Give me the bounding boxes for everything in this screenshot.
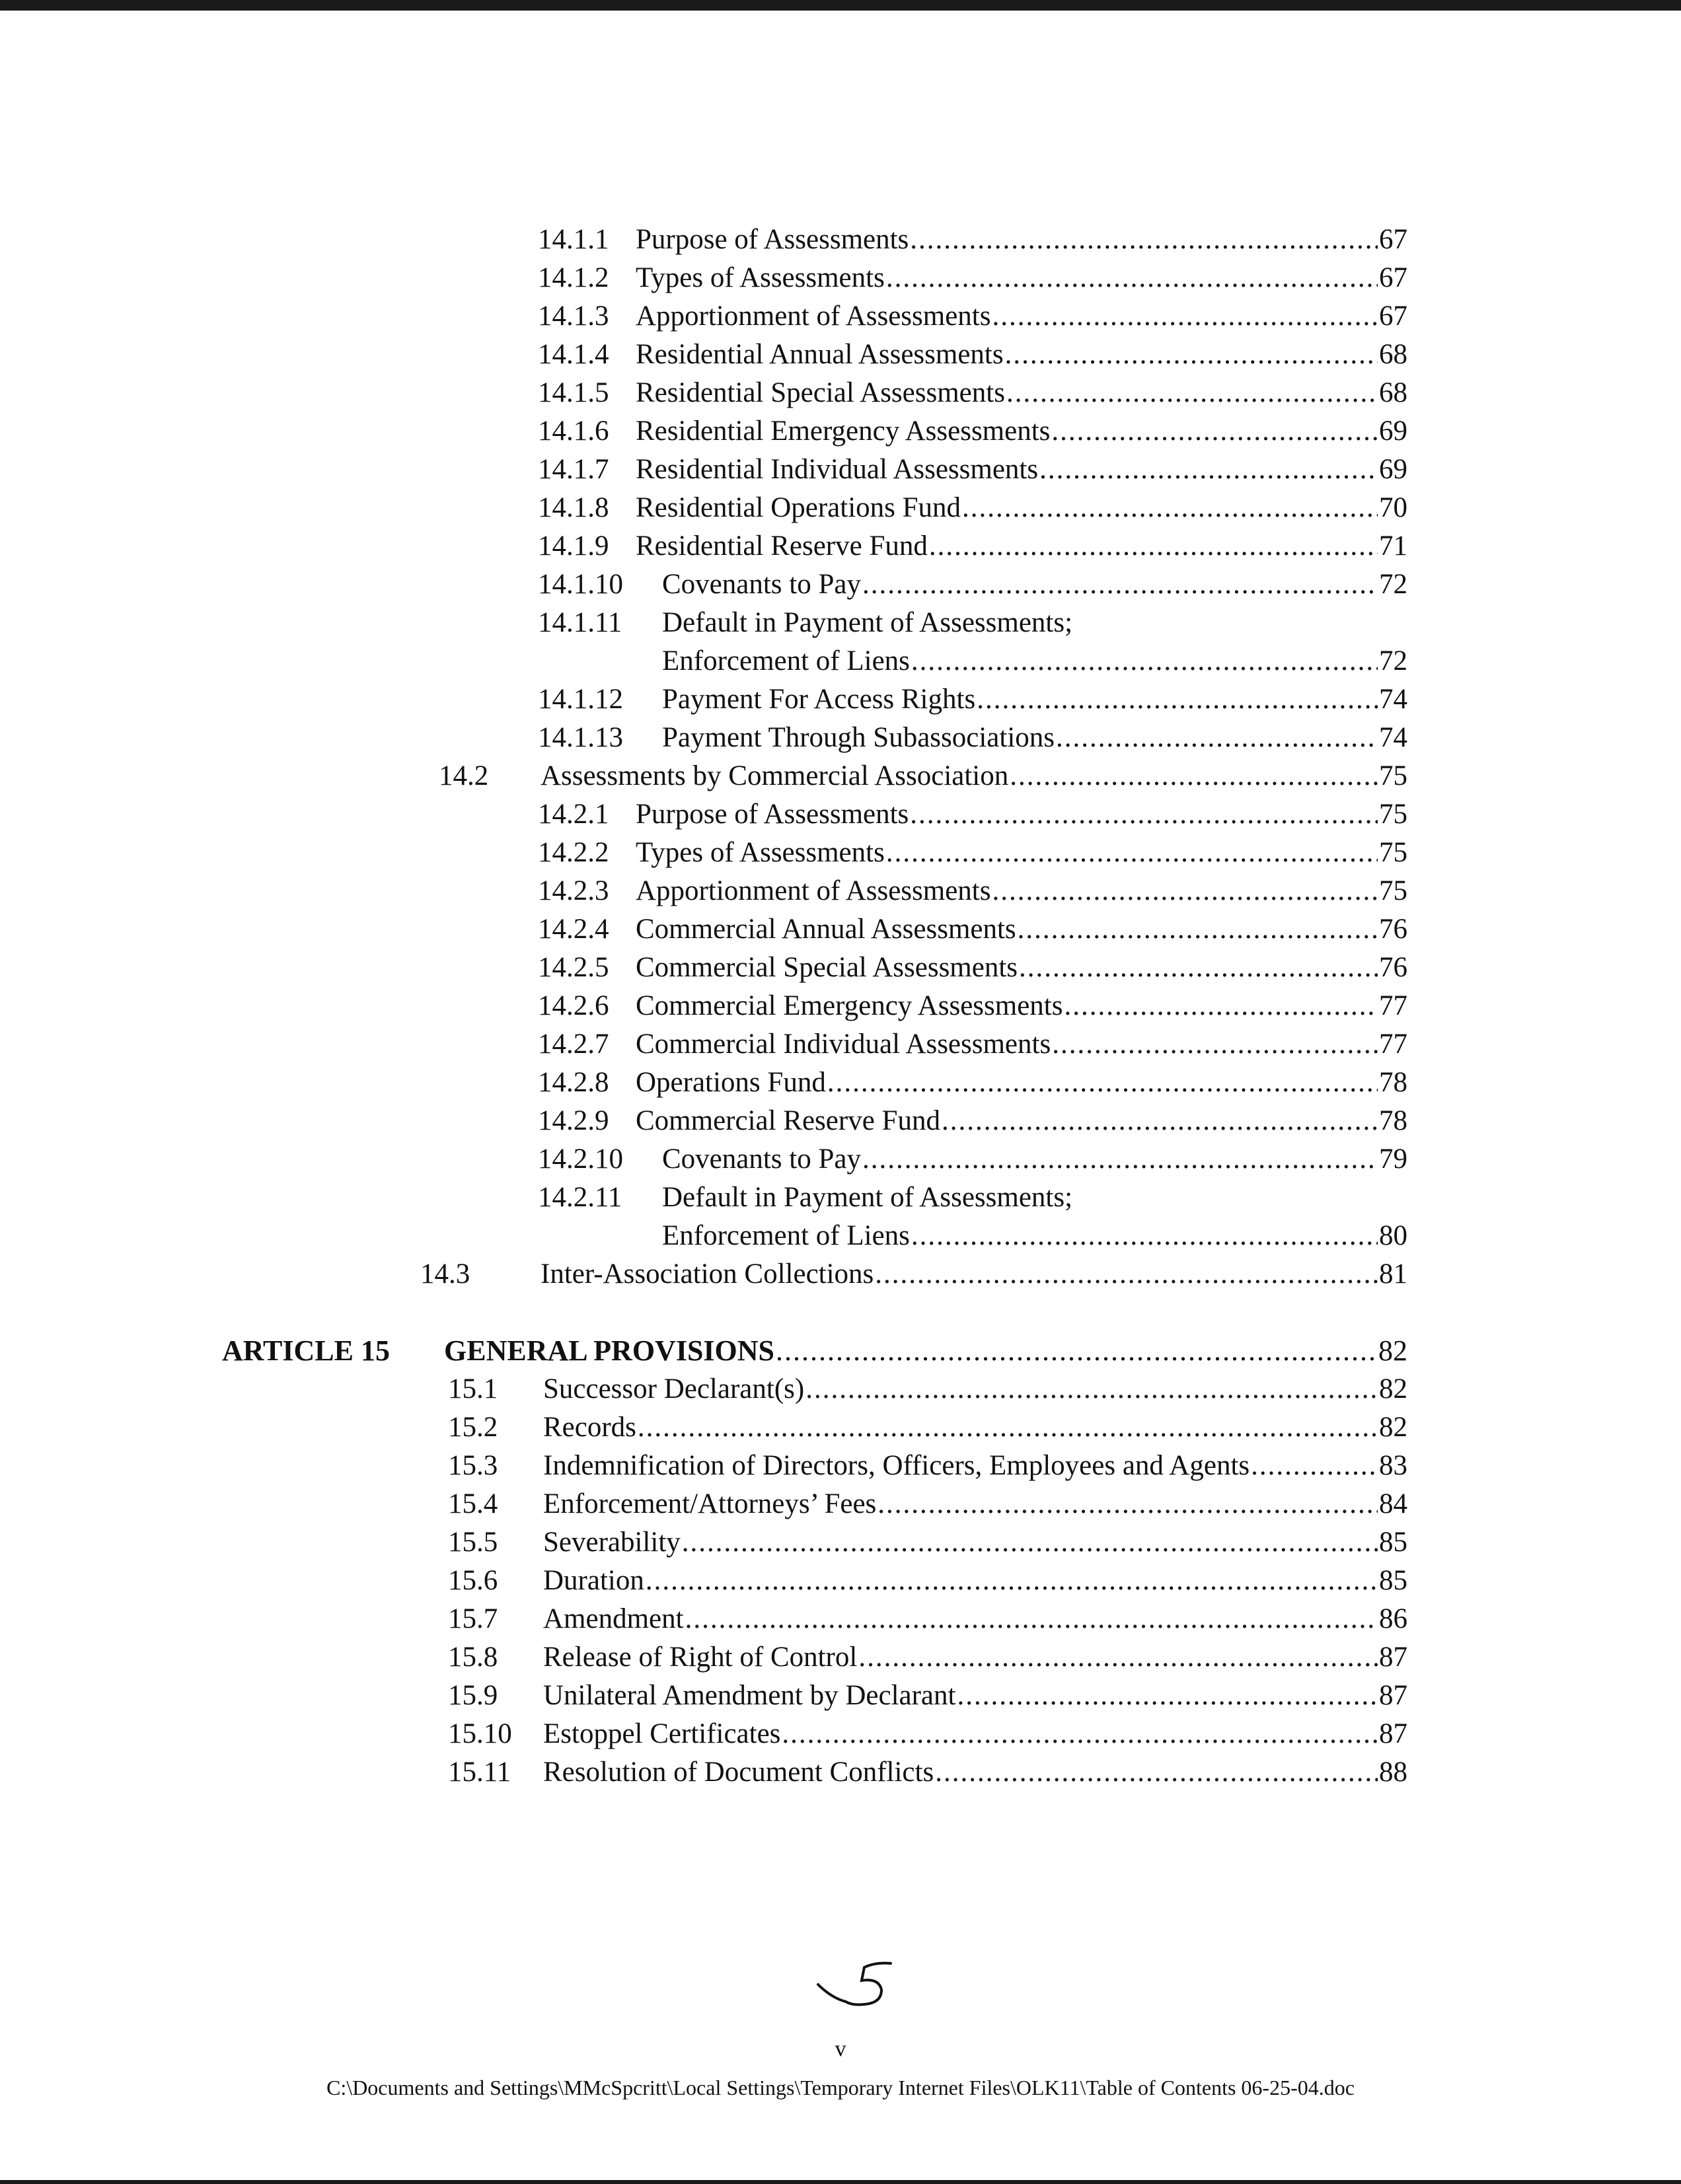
toc-dot-leader bbox=[862, 566, 1378, 603]
scan-edge-bottom bbox=[0, 2180, 1681, 2184]
toc-entry-number: 15.6 bbox=[448, 1565, 498, 1596]
toc-dot-leader bbox=[992, 298, 1378, 335]
toc-entry-title: Commercial Annual Assessments bbox=[636, 914, 1016, 945]
toc-entry-number: 14.3 bbox=[420, 1258, 470, 1290]
toc-entry-row bbox=[0, 375, 1681, 412]
toc-entry-title: Residential Individual Assessments bbox=[636, 454, 1039, 485]
toc-page-number: 75 bbox=[1379, 837, 1407, 868]
toc-entry-title: Enforcement of Liens bbox=[662, 1220, 910, 1251]
toc-entry-title: Residential Annual Assessments bbox=[636, 339, 1004, 370]
toc-entry-title: Types of Assessments bbox=[636, 837, 885, 868]
toc-dot-leader bbox=[1010, 758, 1378, 795]
toc-entry-title: Records bbox=[543, 1412, 636, 1443]
toc-page-number: 79 bbox=[1379, 1144, 1407, 1175]
toc-entry-title: Residential Emergency Assessments bbox=[636, 416, 1051, 447]
toc-dot-leader bbox=[1039, 451, 1378, 488]
toc-entry-row bbox=[0, 1601, 1681, 1638]
toc-entry-title: Purpose of Assessments bbox=[636, 224, 909, 255]
toc-entry-row bbox=[0, 604, 1681, 641]
toc-entry-row bbox=[0, 681, 1681, 718]
toc-page-number: 82 bbox=[1379, 1373, 1407, 1404]
toc-entry-title: Commercial Emergency Assessments bbox=[636, 990, 1063, 1021]
toc-entry-row bbox=[0, 1371, 1681, 1408]
toc-entry-number: 15.7 bbox=[448, 1603, 498, 1634]
toc-page-number: 67 bbox=[1379, 301, 1407, 332]
handwritten-page-mark bbox=[813, 1955, 912, 2018]
toc-page-number: 87 bbox=[1379, 1680, 1407, 1711]
toc-entry-number: 15.1 bbox=[448, 1373, 498, 1404]
toc-page-number: 78 bbox=[1379, 1067, 1407, 1098]
toc-page-number: 69 bbox=[1379, 454, 1407, 485]
toc-entry-row bbox=[0, 1256, 1681, 1293]
toc-entry-number: ARTICLE 15 bbox=[222, 1334, 390, 1367]
toc-entry-number: 14.1.5 bbox=[538, 377, 609, 408]
toc-entry-title: Indemnification of Directors, Officers, Employees and Agents bbox=[543, 1450, 1250, 1481]
toc-dot-leader bbox=[858, 1639, 1378, 1676]
toc-entry-number: 14.2.6 bbox=[538, 990, 609, 1021]
toc-dot-leader bbox=[1051, 413, 1378, 450]
toc-page-number: 86 bbox=[1379, 1603, 1407, 1634]
toc-entry-row bbox=[0, 834, 1681, 871]
toc-entry-number: 15.11 bbox=[448, 1757, 511, 1788]
toc-entry-number: 14.1.8 bbox=[538, 492, 609, 523]
toc-entry-number: 15.2 bbox=[448, 1412, 498, 1443]
toc-dot-leader bbox=[929, 528, 1378, 565]
toc-entry-row bbox=[0, 490, 1681, 527]
toc-entry-number: 15.4 bbox=[448, 1488, 498, 1519]
toc-entry-title: Severability bbox=[543, 1527, 681, 1558]
toc-entry-number: 15.9 bbox=[448, 1680, 498, 1711]
toc-entry-title: Enforcement of Liens bbox=[662, 645, 910, 676]
toc-entry-number: 15.8 bbox=[448, 1642, 498, 1673]
toc-page-number: 84 bbox=[1379, 1488, 1407, 1519]
toc-dot-leader bbox=[875, 1256, 1378, 1293]
toc-entry-number: 14.1.4 bbox=[538, 339, 609, 370]
toc-entry-title: Duration bbox=[543, 1565, 644, 1596]
toc-page-number: 67 bbox=[1379, 262, 1407, 293]
toc-entry-number: 14.1.2 bbox=[538, 262, 609, 293]
toc-entry-row bbox=[0, 1754, 1681, 1791]
toc-entry-row bbox=[0, 1486, 1681, 1523]
toc-entry-number: 14.2.1 bbox=[538, 799, 609, 830]
toc-entry-row bbox=[0, 911, 1681, 948]
toc-page-number: 85 bbox=[1379, 1565, 1407, 1596]
toc-entry-title: Commercial Individual Assessments bbox=[636, 1029, 1051, 1060]
toc-entry-row bbox=[0, 1064, 1681, 1101]
toc-page-number: 81 bbox=[1379, 1258, 1407, 1290]
toc-entry-row bbox=[0, 758, 1681, 795]
toc-dot-leader bbox=[646, 1562, 1378, 1599]
toc-page-number: 80 bbox=[1379, 1220, 1407, 1251]
toc-entry-row bbox=[0, 413, 1681, 450]
toc-entry-number: 15.3 bbox=[448, 1450, 498, 1481]
toc-entry-title: Residential Special Assessments bbox=[636, 377, 1005, 408]
toc-dot-leader bbox=[638, 1409, 1378, 1446]
toc-page-number: 77 bbox=[1379, 990, 1407, 1021]
toc-entry-number: 14.2.9 bbox=[538, 1105, 609, 1136]
toc-entry-number: 14.1.9 bbox=[538, 530, 609, 562]
footer-file-path: C:\Documents and Settings\MMcSpcritt\Local Settings\Temporary Internet Files\OLK11\Table of Contents 06-25-04.doc bbox=[326, 2076, 1355, 2099]
toc-entry-title: Successor Declarant(s) bbox=[543, 1373, 805, 1404]
toc-entry-title: Default in Payment of Assessments; bbox=[662, 607, 1073, 638]
toc-entry-row bbox=[0, 1524, 1681, 1561]
toc-page-number: 70 bbox=[1379, 492, 1407, 523]
toc-entry-row bbox=[0, 643, 1681, 680]
toc-entry-row bbox=[0, 1562, 1681, 1599]
toc-entry-row bbox=[0, 1639, 1681, 1676]
toc-dot-leader bbox=[805, 1371, 1378, 1408]
toc-page-number: 82 bbox=[1378, 1334, 1407, 1367]
toc-entry-title: Purpose of Assessments bbox=[636, 799, 909, 830]
toc-entry-number: 14.2.4 bbox=[538, 914, 609, 945]
toc-dot-leader bbox=[1052, 1026, 1378, 1063]
toc-entry-number: 14.2.8 bbox=[538, 1067, 609, 1098]
toc-page-number: 71 bbox=[1379, 530, 1407, 562]
toc-page-number: 83 bbox=[1379, 1450, 1407, 1481]
toc-entry-title: Commercial Reserve Fund bbox=[636, 1105, 940, 1136]
toc-page-number: 72 bbox=[1379, 645, 1407, 676]
toc-entry-row bbox=[0, 719, 1681, 756]
toc-entry-row bbox=[0, 528, 1681, 565]
toc-entry-row bbox=[0, 566, 1681, 603]
toc-page-number: 76 bbox=[1379, 914, 1407, 945]
toc-entry-row bbox=[0, 1026, 1681, 1063]
toc-entry-title: Types of Assessments bbox=[636, 262, 885, 293]
toc-entry-row bbox=[0, 1179, 1681, 1216]
toc-entry-title: Apportionment of Assessments bbox=[636, 301, 991, 332]
toc-dot-leader bbox=[992, 873, 1378, 910]
toc-entry-number: 14.1.7 bbox=[538, 454, 609, 485]
toc-page-number: 72 bbox=[1379, 569, 1407, 600]
toc-entry-number: 14.1.6 bbox=[538, 416, 609, 447]
toc-dot-leader bbox=[682, 1524, 1378, 1561]
toc-dot-leader bbox=[1019, 949, 1378, 986]
toc-page-number: 87 bbox=[1379, 1642, 1407, 1673]
toc-dot-leader bbox=[776, 1332, 1377, 1369]
toc-entry-number: 15.5 bbox=[448, 1527, 498, 1558]
toc-entry-title: Release of Right of Control bbox=[543, 1642, 858, 1673]
toc-entry-title: Resolution of Document Conflicts bbox=[543, 1757, 934, 1788]
toc-entry-row bbox=[0, 1141, 1681, 1178]
toc-page-number: 74 bbox=[1379, 684, 1407, 715]
toc-entry-number: 14.2 bbox=[439, 760, 489, 791]
toc-entry-title: Enforcement/Attorneys’ Fees bbox=[543, 1488, 877, 1519]
toc-entry-title: Apportionment of Assessments bbox=[636, 875, 991, 906]
toc-dot-leader bbox=[1005, 336, 1378, 373]
toc-entry-number: 14.1.12 bbox=[538, 684, 623, 715]
toc-entry-number: 14.2.2 bbox=[538, 837, 609, 868]
footer-page-number: v bbox=[835, 2037, 846, 2061]
toc-page-number: 75 bbox=[1379, 799, 1407, 830]
toc-entry-number: 14.1.11 bbox=[538, 607, 622, 638]
toc-page-number: 88 bbox=[1379, 1757, 1407, 1788]
toc-page-number: 74 bbox=[1379, 722, 1407, 753]
toc-page-number: 76 bbox=[1379, 952, 1407, 983]
toc-dot-leader bbox=[1018, 911, 1378, 948]
toc-dot-leader bbox=[910, 221, 1378, 258]
toc-entry-number: 14.2.5 bbox=[538, 952, 609, 983]
toc-dot-leader bbox=[685, 1601, 1378, 1638]
toc-page-number: 77 bbox=[1379, 1029, 1407, 1060]
handwritten-5-icon bbox=[813, 1955, 912, 2015]
toc-page-number: 75 bbox=[1379, 875, 1407, 906]
toc-page-number: 78 bbox=[1379, 1105, 1407, 1136]
toc-entry-title: Assessments by Commercial Association bbox=[541, 760, 1009, 791]
toc-page-number: 67 bbox=[1379, 224, 1407, 255]
toc-dot-leader bbox=[942, 1103, 1378, 1140]
toc-entry-row bbox=[0, 1103, 1681, 1140]
toc-dot-leader bbox=[1006, 375, 1378, 412]
toc-dot-leader bbox=[962, 490, 1378, 527]
toc-entry-row bbox=[0, 873, 1681, 910]
toc-entry-title: Residential Operations Fund bbox=[636, 492, 961, 523]
toc-dot-leader bbox=[862, 1141, 1378, 1178]
toc-entry-title: Operations Fund bbox=[636, 1067, 826, 1098]
toc-entry-row bbox=[0, 298, 1681, 335]
toc-page-number: 75 bbox=[1379, 760, 1407, 791]
toc-entry-row bbox=[0, 1716, 1681, 1753]
toc-entry-title: Unilateral Amendment by Declarant bbox=[543, 1680, 956, 1711]
toc-page-number: 87 bbox=[1379, 1718, 1407, 1749]
toc-dot-leader bbox=[957, 1677, 1378, 1714]
toc-entry-title: Inter-Association Collections bbox=[541, 1258, 874, 1290]
toc-entry-row bbox=[0, 988, 1681, 1025]
toc-dot-leader bbox=[911, 1218, 1378, 1255]
toc-page-number: 68 bbox=[1379, 377, 1407, 408]
toc-dot-leader bbox=[886, 260, 1378, 297]
toc-dot-leader bbox=[935, 1754, 1378, 1791]
toc-dot-leader bbox=[1251, 1447, 1378, 1484]
toc-entry-title: Payment Through Subassociations bbox=[662, 722, 1055, 753]
toc-dot-leader bbox=[977, 681, 1378, 718]
toc-entry-row bbox=[0, 221, 1681, 258]
toc-entry-row bbox=[0, 1218, 1681, 1255]
toc-entry-number: 14.2.11 bbox=[538, 1182, 622, 1213]
toc-page-number: 69 bbox=[1379, 416, 1407, 447]
toc-entry-title: Estoppel Certificates bbox=[543, 1718, 781, 1749]
toc-entry-title: Amendment bbox=[543, 1603, 684, 1634]
toc-entry-title: Covenants to Pay bbox=[662, 1144, 861, 1175]
toc-entry-title: Payment For Access Rights bbox=[662, 684, 976, 715]
toc-dot-leader bbox=[782, 1716, 1378, 1753]
toc-entry-number: 14.2.3 bbox=[538, 875, 609, 906]
toc-entry-number: 14.1.3 bbox=[538, 301, 609, 332]
toc-dot-leader bbox=[878, 1486, 1378, 1523]
toc-entry-number: 14.2.7 bbox=[538, 1029, 609, 1060]
toc-page-number: 68 bbox=[1379, 339, 1407, 370]
toc-entry-title: Commercial Special Assessments bbox=[636, 952, 1018, 983]
toc-entry-row bbox=[0, 451, 1681, 488]
toc-page-number: 82 bbox=[1379, 1412, 1407, 1443]
toc-entry-row bbox=[0, 949, 1681, 986]
toc-dot-leader bbox=[911, 643, 1378, 680]
toc-dot-leader bbox=[910, 796, 1378, 833]
toc-entry-title: Covenants to Pay bbox=[662, 569, 861, 600]
toc-entry-number: 14.1.13 bbox=[538, 722, 623, 753]
toc-entry-row bbox=[0, 796, 1681, 833]
toc-entry-row bbox=[0, 336, 1681, 373]
toc-entry-number: 14.2.10 bbox=[538, 1144, 623, 1175]
toc-dot-leader bbox=[827, 1064, 1378, 1101]
toc-entry-row bbox=[0, 1447, 1681, 1484]
toc-entry-row bbox=[0, 260, 1681, 297]
toc-page-number: 85 bbox=[1379, 1527, 1407, 1558]
toc-entry-title: GENERAL PROVISIONS bbox=[444, 1334, 775, 1367]
toc-dot-leader bbox=[1056, 719, 1378, 756]
toc-entry-number: 14.1.10 bbox=[538, 569, 623, 600]
toc-entry-title: Residential Reserve Fund bbox=[636, 530, 928, 562]
toc-article-row bbox=[0, 1332, 1681, 1369]
toc-entry-number: 14.1.1 bbox=[538, 224, 609, 255]
toc-entry-row bbox=[0, 1409, 1681, 1446]
toc-dot-leader bbox=[886, 834, 1378, 871]
toc-dot-leader bbox=[1064, 988, 1378, 1025]
toc-entry-number: 15.10 bbox=[448, 1718, 512, 1749]
toc-entry-row bbox=[0, 1677, 1681, 1714]
toc-entry-title: Default in Payment of Assessments; bbox=[662, 1182, 1073, 1213]
